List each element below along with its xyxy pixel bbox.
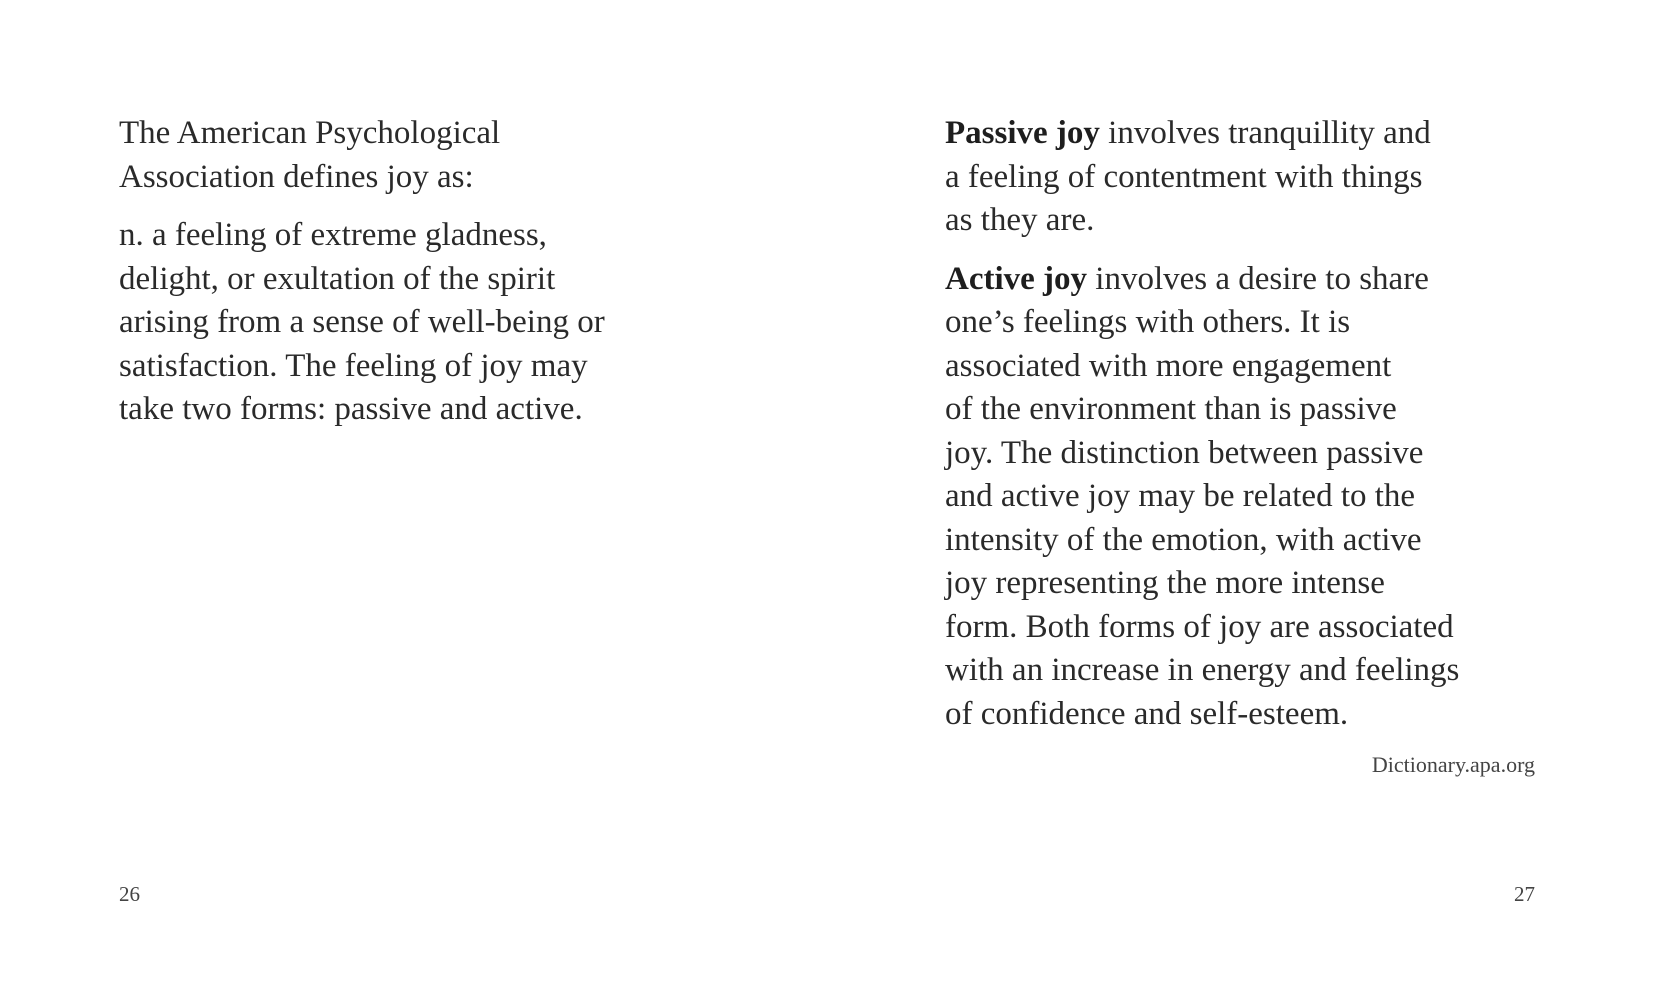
- left-page-text: [119, 112, 719, 447]
- definition-paragraph: [119, 214, 719, 432]
- text-line: as they are.: [945, 202, 1095, 238]
- active-joy-paragraph: [945, 258, 1565, 737]
- text-line: intensity of the emotion, with active: [945, 521, 1422, 558]
- text-line: one’s feelings with others. It is: [945, 304, 1351, 340]
- text-line: The American Psychological: [119, 115, 501, 151]
- text-line: joy. The distinction between passive: [945, 434, 1424, 471]
- text-line: [945, 258, 1565, 302]
- text-line: satisfaction. The feeling of joy may: [119, 347, 588, 384]
- text-fragment: involves a desire to share: [1087, 260, 1429, 297]
- text-fragment: involves tranquillity and: [1099, 115, 1431, 151]
- text-line: n. a feeling of extreme gladness,: [119, 217, 547, 253]
- passive-joy-term: Passive joy: [945, 115, 1100, 151]
- text-line: and active joy may be related to the: [945, 478, 1416, 514]
- text-line: with an increase in energy and feelings: [945, 652, 1460, 688]
- text-line: of confidence and self-esteem.: [945, 695, 1349, 732]
- text-line: joy representing the more intense: [945, 565, 1385, 601]
- text-line: associated with more engagement: [945, 347, 1392, 384]
- text-line: Association defines joy as:: [119, 158, 474, 195]
- text-line: form. Both forms of joy are associated: [945, 608, 1454, 645]
- text-line: a feeling of contentment with things: [945, 158, 1423, 195]
- text-line: take two forms: passive and active.: [119, 391, 583, 427]
- text-line: delight, or exultation of the spirit: [119, 260, 556, 297]
- source-citation: Dictionary.apa.org: [1371, 752, 1535, 777]
- text-line: of the environment than is passive: [945, 391, 1397, 427]
- active-joy-term: Active joy: [945, 260, 1088, 297]
- passive-joy-paragraph: [945, 112, 1565, 243]
- text-line: [945, 112, 1565, 156]
- page-number-right: 27: [1514, 882, 1535, 906]
- page-number-left: 26: [119, 882, 140, 906]
- text-line: arising from a sense of well-being or: [119, 304, 605, 340]
- right-page-text: [945, 112, 1565, 751]
- intro-paragraph: [119, 112, 719, 199]
